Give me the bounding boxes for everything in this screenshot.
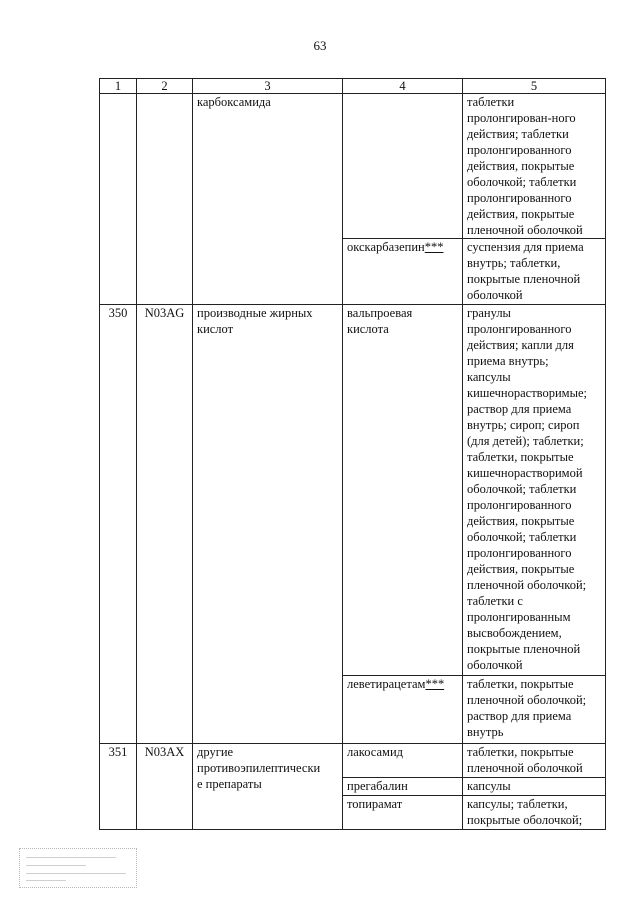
- table-header-row: [100, 79, 606, 94]
- row-number-cell: 350: [100, 305, 137, 744]
- row-number-cell: [100, 94, 137, 305]
- dosage-form-cell: капсулы: [463, 778, 606, 796]
- dosage-form-cell: капсулы; таблетки, покрытые оболочкой;: [463, 796, 606, 830]
- drug-name: окскарбазепин: [347, 240, 425, 254]
- drug-table: [99, 78, 606, 830]
- dosage-form-cell: гранулы пролонгированного действия; капли для приема внутрь; капсулы кишечнорастворимые; раствор для приема внутрь; сироп; сироп (для детей); таблетки; таблетки, покрытые кишечнорастворимой оболочкой; таблетки пролонгированного действия, покрытые оболочкой; таблетки пролонгированного действия, покрытые пленочной оболочкой; таблетки с пролонгированным высвобождением, покрытые пленочной оболочкой: [463, 305, 606, 676]
- drug-name-cell: топирамат: [343, 796, 463, 830]
- header-cell: 5: [463, 79, 606, 94]
- row-number-cell: 351: [100, 744, 137, 830]
- dosage-form-cell: таблетки пролонгирован-ного действия; таблетки пролонгированного действия, покрытые оболочкой; таблетки пролонгированного действия, покрытые пленочной оболочкой: [463, 94, 606, 239]
- table-row: [100, 744, 606, 778]
- drug-name-cell: [343, 239, 463, 305]
- drug-name-cell: лакосамид: [343, 744, 463, 778]
- atc-code-cell: N03AG: [137, 305, 193, 744]
- drug-marker: ***: [425, 677, 445, 691]
- drug-name-cell: вальпроевая кислота: [343, 305, 463, 676]
- dosage-form-cell: суспензия для приема внутрь; таблетки, покрытые пленочной оболочкой: [463, 239, 606, 305]
- drug-marker: ***: [424, 240, 444, 254]
- header-cell: 3: [193, 79, 343, 94]
- drug-name-cell: [343, 94, 463, 239]
- dosage-form-cell: таблетки, покрытые пленочной оболочкой; раствор для приема внутрь: [463, 676, 606, 744]
- page-number: 63: [313, 38, 327, 53]
- atc-code-cell: N03AX: [137, 744, 193, 830]
- group-cell: другие противоэпилептически е препараты: [193, 744, 343, 830]
- scan-stamp-mark: [19, 848, 137, 888]
- header-cell: 4: [343, 79, 463, 94]
- header-cell: 1: [100, 79, 137, 94]
- table-row: [100, 94, 606, 239]
- drug-name-cell: прегабалин: [343, 778, 463, 796]
- header-cell: 2: [137, 79, 193, 94]
- group-cell: производные жирных кислот: [193, 305, 343, 744]
- group-cell: карбоксамида: [193, 94, 343, 305]
- dosage-form-cell: таблетки, покрытые пленочной оболочкой: [463, 744, 606, 778]
- atc-code-cell: [137, 94, 193, 305]
- drug-name-cell: [343, 676, 463, 744]
- table-row: [100, 305, 606, 676]
- drug-name: леветирацетам: [347, 677, 426, 691]
